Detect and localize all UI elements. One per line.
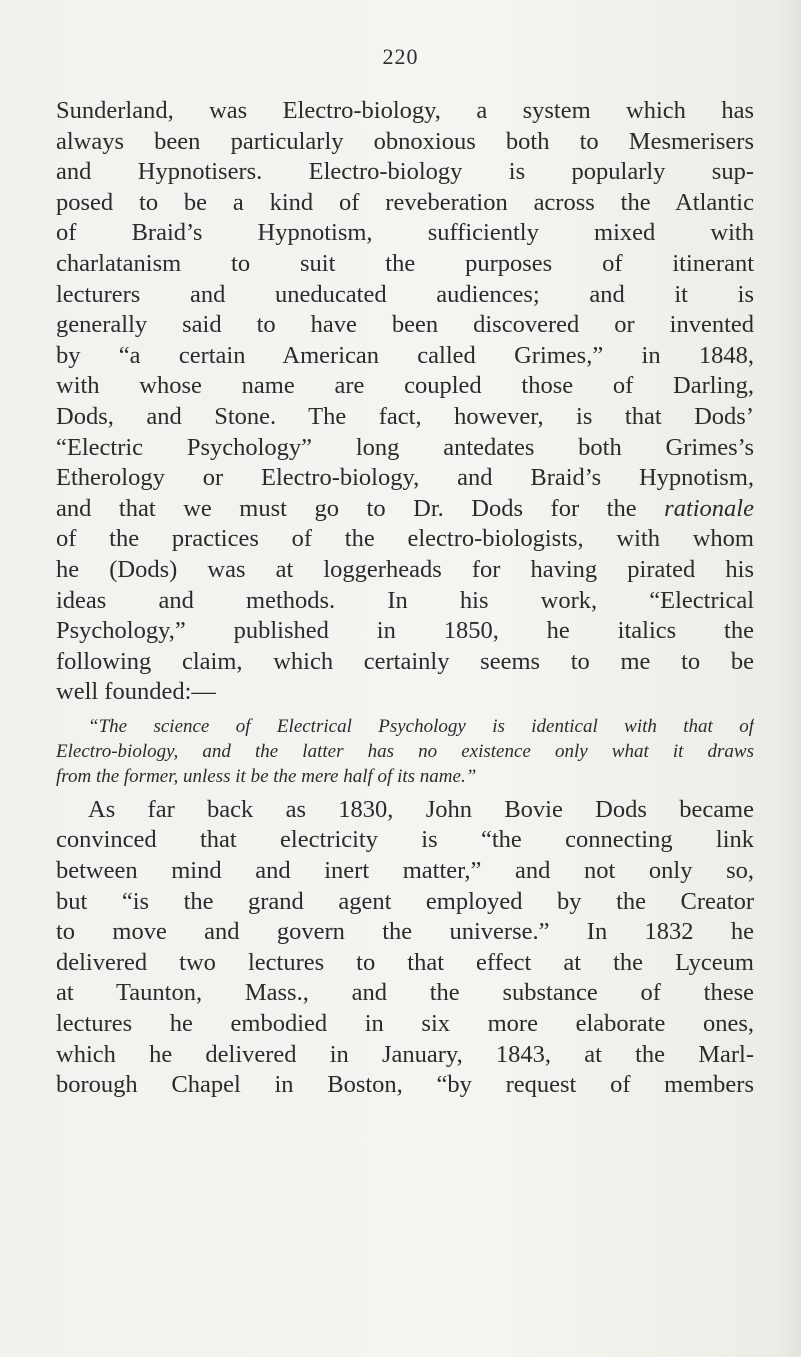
- text-line: Psychology,” published in 1850, he italics the: [56, 617, 754, 645]
- text-line: generally said to have been discovered or invented: [56, 311, 754, 339]
- text-line: always been particularly obnoxious both to Mesmerisers: [56, 127, 754, 155]
- text-line: posed to be a kind of reveberation across the Atlantic: [56, 188, 754, 216]
- italic-word: rationale: [664, 494, 754, 522]
- paragraph-2: [56, 795, 754, 1101]
- body-text: [56, 96, 754, 1101]
- text-line: well founded:—: [56, 678, 216, 706]
- text-line: Sunderland, was Electro-biology, a system which has: [56, 97, 754, 124]
- text-line: but “is the grand agent employed by the Creator: [56, 887, 754, 915]
- text-line: As far back as 1830, John Bovie Dods became: [88, 795, 754, 823]
- quote-line: from the former, unless it be the mere half of its name.”: [56, 765, 477, 787]
- text-line: delivered two lectures to that effect at the Lyceum: [56, 948, 754, 976]
- text-line-with-italic: [56, 494, 754, 525]
- text-line: between mind and inert matter,” and not only so,: [56, 857, 754, 885]
- text-line: with whose name are coupled those of Darling,: [56, 372, 754, 400]
- text-line: and Hypnotisers. Electro-biology is popularly sup-: [56, 158, 754, 186]
- page-number: 220: [382, 44, 419, 69]
- text-line: following claim, which certainly seems to me to be: [56, 647, 754, 675]
- text-line: of Braid’s Hypnotism, sufficiently mixed with: [56, 219, 754, 247]
- quote-line: Electro-biology, and the latter has no existence only what it draws: [56, 740, 754, 762]
- text-line: “Electric Psychology” long antedates both Grimes’s: [56, 433, 754, 461]
- text-line: borough Chapel in Boston, “by request of members: [56, 1071, 754, 1099]
- text-line: of the practices of the electro-biologists, with whom: [56, 525, 754, 553]
- text-line: he (Dods) was at loggerheads for having pirated his: [56, 555, 754, 583]
- block-quote: [56, 714, 754, 789]
- text-line: lecturers and uneducated audiences; and it is: [56, 280, 754, 308]
- text-line: lectures he embodied in six more elaborate ones,: [56, 1010, 754, 1038]
- paragraph-1: [56, 96, 754, 708]
- text-line: to move and govern the universe.” In 1832 he: [56, 918, 754, 946]
- text-line: by “a certain American called Grimes,” in 1848,: [56, 341, 754, 369]
- text-line: convinced that electricity is “the connecting link: [56, 826, 754, 854]
- text-line: at Taunton, Mass., and the substance of these: [56, 979, 754, 1007]
- text-segment: and that we must go to Dr. Dods for the: [56, 494, 637, 522]
- text-line: which he delivered in January, 1843, at the Marl-: [56, 1040, 754, 1068]
- text-line: ideas and methods. In his work, “Electrical: [56, 586, 754, 614]
- text-line: charlatanism to suit the purposes of itinerant: [56, 249, 754, 277]
- quote-line: “The science of Electrical Psychology is identical with that of: [88, 715, 754, 737]
- text-line: Dods, and Stone. The fact, however, is that Dods’: [56, 402, 754, 430]
- text-line: Etherology or Electro-biology, and Braid’s Hypnotism,: [56, 464, 754, 492]
